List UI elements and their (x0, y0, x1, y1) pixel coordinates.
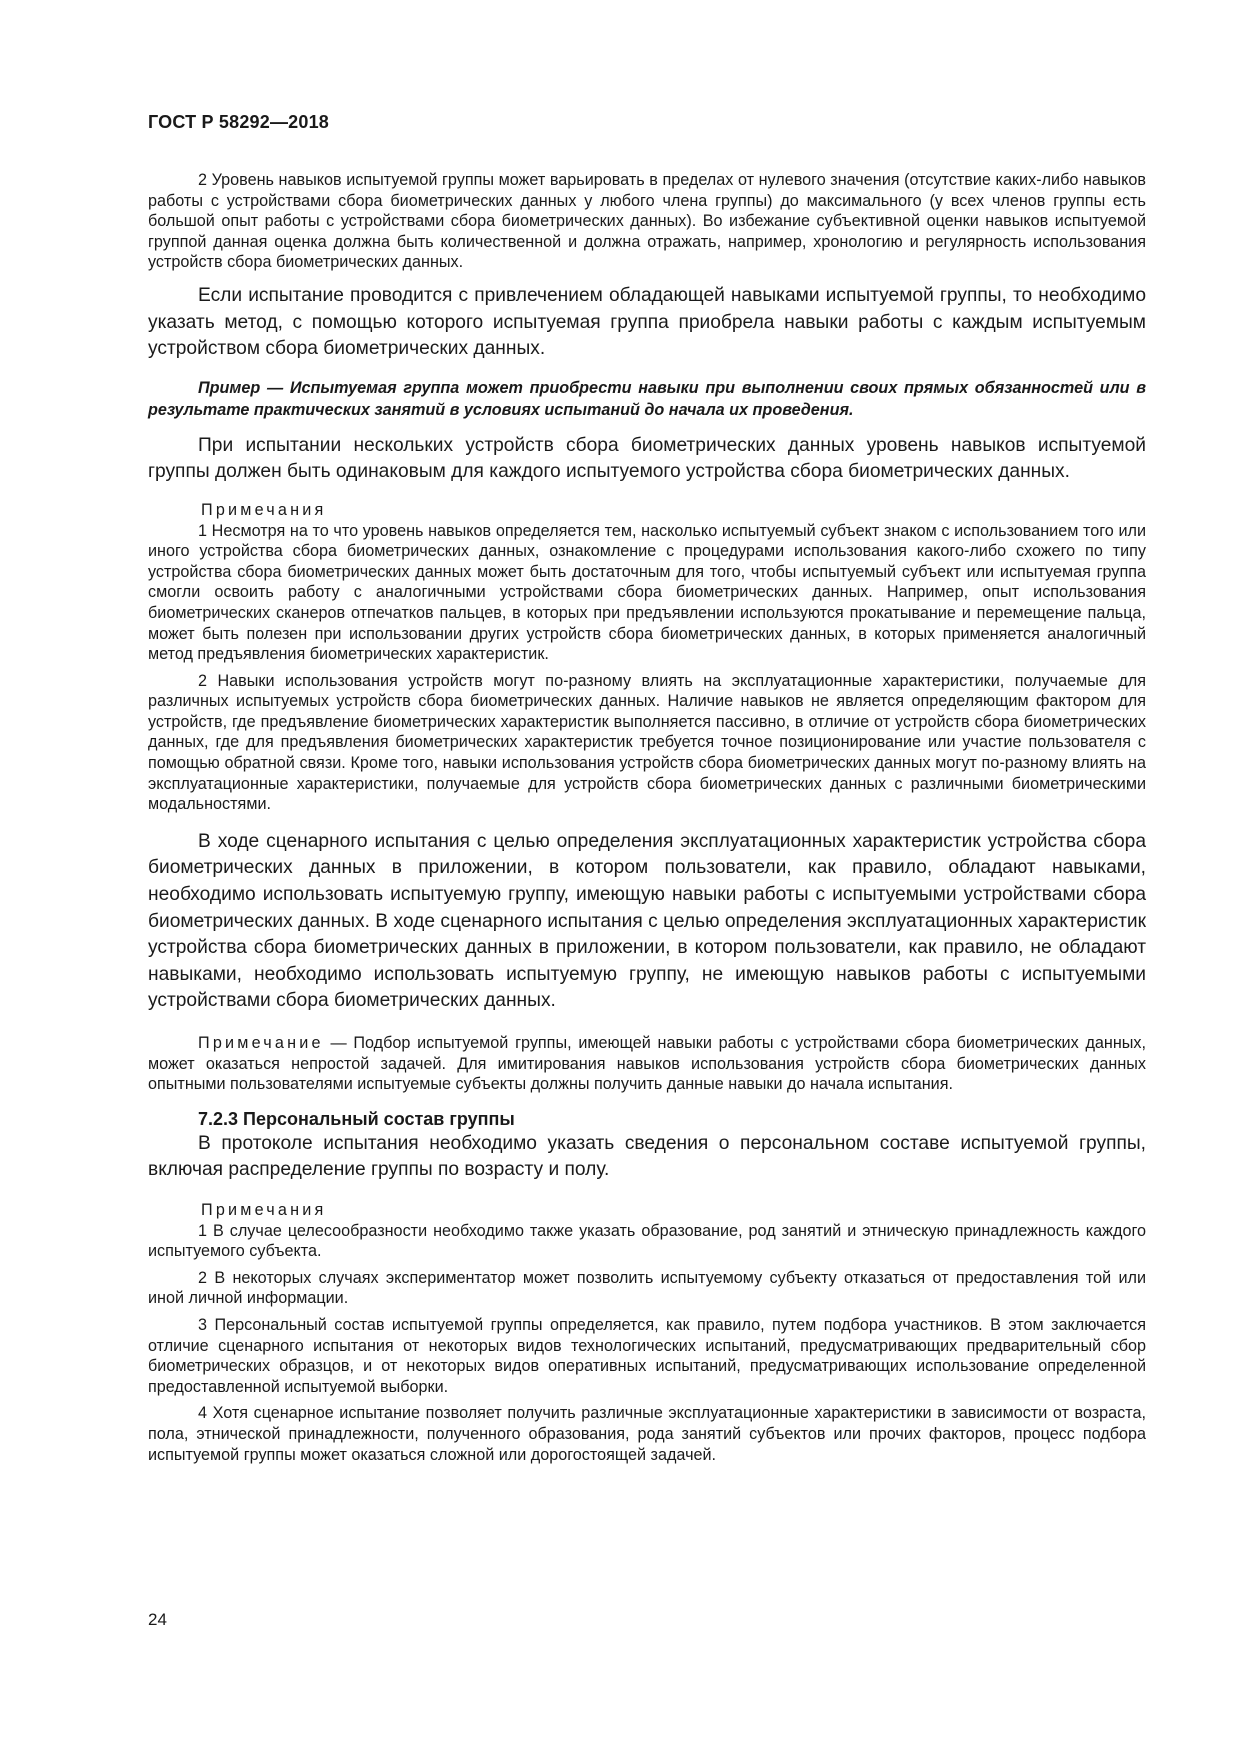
note-2-text: — Подбор испытуемой группы, имеющей навыки работы с устройствами сбора биометрических данных, может оказаться непростой задачей. Для имитирования навыков использования устройств сбора биометрических данных опытными пользователями испытуемые субъекты должны получить данные навыки до начала испытания. (148, 1034, 1146, 1094)
paragraph-skill-level: 2 Уровень навыков испытуемой группы может варьировать в пределах от нулевого значения (отсутствие каких-либо навыков работы с устройствами сбора биометрических данных у любого члена группы) до максимального (у всех членов группы есть большой опыт работы с устройствами сбора биометрических данных). Во избежание субъективной оценки навыков испытуемой группой данная оценка должна быть количественной и должна отражать, например, хронологию и регулярность использования устройств сбора биометрических данных. (148, 171, 1146, 272)
page-body (148, 170, 1146, 1465)
paragraph-skilled-group-method: Если испытание проводится с привлечением обладающей навыками испытуемой группы, то необходимо указать метод, с помощью которого испытуемая группа приобрела навыки работы с каждым испытуемым устройством сбора биометрических данных. (148, 284, 1146, 360)
paragraph-personal-composition: В протоколе испытания необходимо указать сведения о персональном составе испытуемой группы, включая распределение группы по возрасту и полу. (148, 1132, 1146, 1181)
example-paragraph: Пример — Испытуемая группа может приобрести навыки при выполнении своих прямых обязанностей или в результате практических занятий в условиях испытаний до начала их проведения. (148, 378, 1146, 419)
section-heading-7-2-3: 7.2.3 Персональный состав группы (198, 1108, 515, 1129)
page-number: 24 (148, 1610, 167, 1629)
note-2-label: Примечание (198, 1034, 324, 1052)
document-header: ГОСТ Р 58292—2018 (148, 112, 330, 132)
note-3-1: 1 В случае целесообразности необходимо также указать образование, род занятий и этническую принадлежность каждого испытуемого субъекта. (148, 1221, 1146, 1261)
note-3-3: 3 Персональный состав испытуемой группы определяется, как правило, путем подбора участников. В этом заключается отличие сценарного испытания от некоторых видов технологических испытаний, предусматривающих предварительный сбор биометрических образцов, и от некоторых видов оперативных испытаний, предусматривающих использование определенной предоставленной испытуемой выборки. (148, 1315, 1146, 1396)
note-1-2: 2 Навыки использования устройств могут по-разному влиять на эксплуатационные характеристики, получаемые для различных испытуемых устройств сбора биометрических данных. Наличие навыков не является определяющим фактором для устройств, где предъявление биометрических характеристик выполняется пассивно, в отличие от устройств сбора биометрических данных, где для предъявления биометрических характеристик требуется точное позиционирование или участие пользователя с помощью обратной связи. Кроме того, навыки использования устройств сбора биометрических данных могут по-разному влиять на эксплуатационные характеристики, получаемые для устройств сбора биометрических данных с различными биометрическими модальностями. (148, 671, 1146, 814)
note-3-4: 4 Хотя сценарное испытание позволяет получить различные эксплуатационные характеристики в зависимости от возраста, пола, этнической принадлежности, полученного образования, рода занятий субъектов или прочих факторов, процесс подбора испытуемой группы может оказаться сложной или дорогостоящей задачей. (148, 1404, 1146, 1464)
notes-heading-1: Примечания (201, 500, 327, 519)
note-3-2: 2 В некоторых случаях экспериментатор может позволить испытуемому субъекту отказаться от предоставления той или иной личной информации. (148, 1268, 1146, 1308)
note-2 (148, 1033, 1146, 1095)
paragraph-scenario-test: В ходе сценарного испытания с целью определения эксплуатационных характеристик устройства сбора биометрических данных в приложении, в котором пользователи, как правило, обладают навыками, необходимо использовать испытуемую группу, имеющую навыки работы с испытуемыми устройствами сбора биометрических данных. В ходе сценарного испытания с целью определения эксплуатационных характеристик устройства сбора биометрических данных в приложении, в котором пользователи, как правило, не обладают навыками, необходимо использовать испытуемую группу, не имеющую навыков работы с испытуемыми устройствами сбора биометрических данных. (148, 830, 1146, 1012)
notes-heading-2: Примечания (201, 1200, 327, 1219)
note-1-1: 1 Несмотря на то что уровень навыков определяется тем, насколько испытуемый субъект знаком с использованием того или иного устройства сбора биометрических данных, ознакомление с процедурами использования какого-либо схожего по типу устройства сбора биометрических данных может быть достаточным для того, чтобы испытуемый субъект или испытуемая группа смогли освоить работу с аналогичными устройствами сбора биометрических данных. Например, опыт использования биометрических сканеров отпечатков пальцев, в которых при предъявлении используются прокатывание и перемещение пальца, может быть полезен при использовании других устройств сбора биометрических данных, в которых применяется аналогичный метод предъявления биометрических характеристик. (148, 521, 1146, 664)
paragraph-multiple-devices: При испытании нескольких устройств сбора биометрических данных уровень навыков испытуемой группы должен быть одинаковым для каждого испытуемого устройства сбора биометрических данных. (148, 434, 1146, 483)
